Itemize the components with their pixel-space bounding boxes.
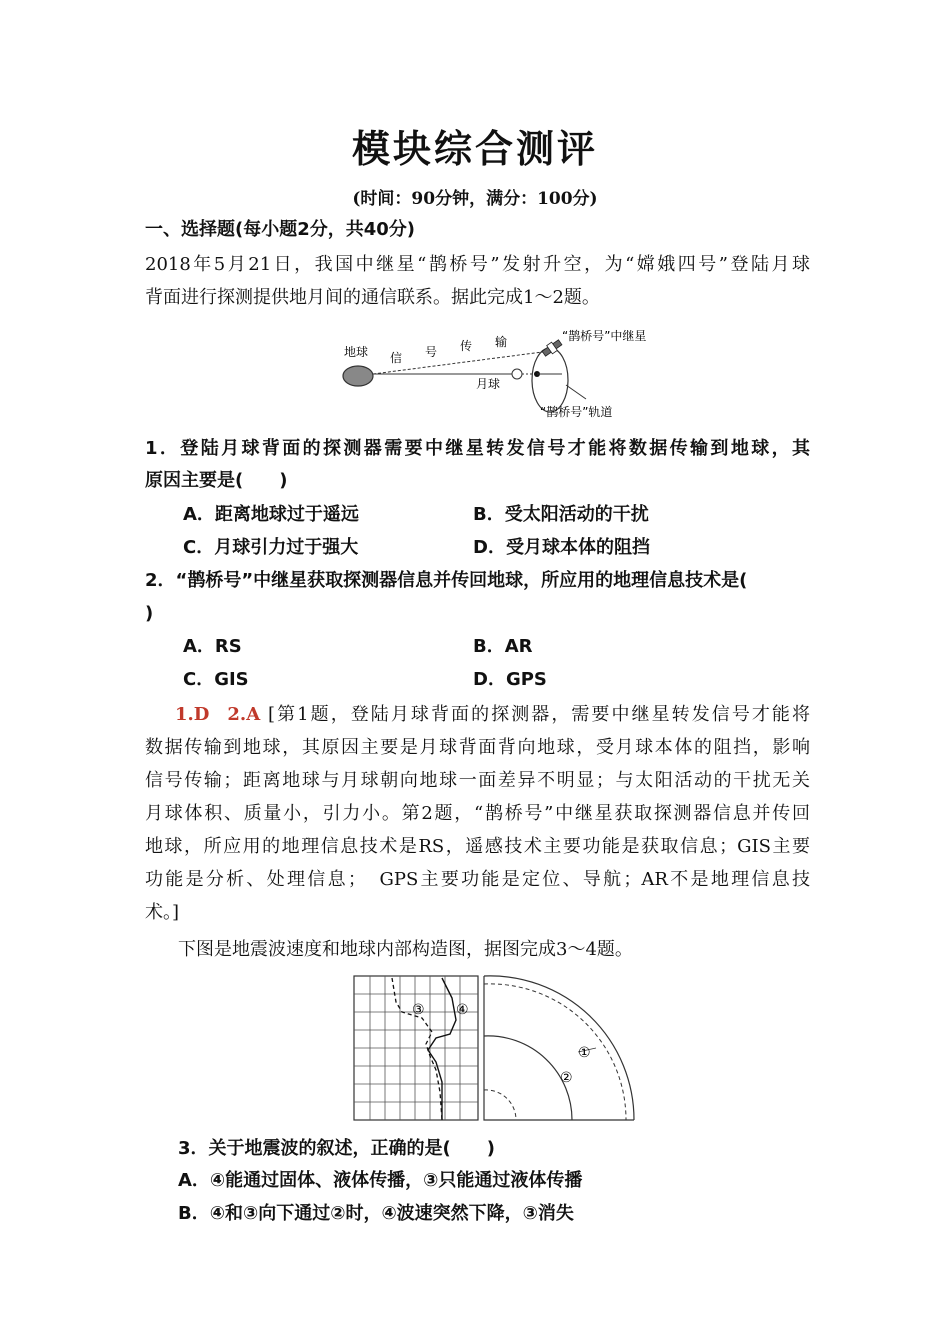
q3-option-b: B．④和③向下通过②时，④波速突然下降，③消失 (178, 1203, 574, 1224)
q2-option-d: D．GPS (473, 669, 547, 690)
wave-label-4: ④ (456, 1002, 469, 1018)
moon-label: 月球 (476, 377, 501, 391)
q1-line1: 1．登陆月球背面的探测器需要中继星转发信号才能将数据传输到地球，其 (145, 438, 810, 459)
earth-shape (343, 366, 373, 386)
q2-option-c: C．GIS (183, 669, 249, 690)
q2-option-a: A．RS (183, 636, 242, 657)
orbit-label: “鹊桥号”轨道 (540, 405, 613, 419)
satellite-icon (541, 338, 563, 358)
signal-label-2: 号 (425, 345, 438, 359)
explanation-line6: 功能是分析、处理信息； GPS主要功能是定位、导航；AR不是地理信息技 (145, 869, 810, 890)
page-title: 模块综合测评 (351, 127, 598, 171)
signal-label-1: 信 (390, 351, 403, 365)
explanation-line1: [第1题，登陆月球背面的探测器，需要中继星转发信号才能将 (268, 704, 810, 725)
relay-label: “鹊桥号”中继星 (562, 329, 647, 343)
signal-label-3: 传 (460, 339, 473, 353)
intro1-line1: 2018年5月21日，我国中继星“鹊桥号”发射升空，为“嫦娥四号”登陆月球 (145, 254, 810, 275)
q1-option-a: A．距离地球过于遥远 (183, 504, 359, 525)
intro1-line2: 背面进行探测提供地月间的通信联系。据此完成1～2题。 (145, 287, 600, 308)
wave-label-3: ③ (412, 1002, 425, 1018)
q3-stem: 3．关于地震波的叙述，正确的是( ) (178, 1138, 495, 1159)
section-heading: 一、选择题(每小题2分，共40分) (145, 219, 416, 240)
q1-option-b: B．受太阳活动的干扰 (473, 504, 649, 525)
q2-option-b: B．AR (473, 636, 533, 657)
layer-label-1: ① (578, 1045, 591, 1061)
q2-line1: 2．“鹊桥号”中继星获取探测器信息并传回地球，所应用的地理信息技术是( (145, 570, 748, 591)
intro2: 下图是地震波速度和地球内部构造图，据图完成3～4题。 (178, 939, 633, 960)
answer-key: 1.D 2.A (175, 704, 261, 725)
explanation-line2: 数据传输到地球，其原因主要是月球背面背向地球，受月球本体的阻挡，影响 (145, 737, 810, 758)
signal-label-4: 输 (495, 335, 508, 349)
wave-3-curve (392, 978, 442, 1120)
relay-satellite-figure (330, 322, 670, 422)
relay-orbit (532, 348, 568, 412)
wave-4-curve (428, 978, 456, 1120)
explanation-line7: 术。] (145, 902, 180, 923)
q2-line2: ) (145, 603, 154, 624)
earth-label: 地球 (344, 345, 369, 359)
q1-line2: 原因主要是( ) (145, 470, 288, 491)
seismic-wave-figure (352, 972, 638, 1124)
explanation-line5: 地球，所应用的地理信息技术是RS，遥感技术主要功能是获取信息；GIS主要 (145, 836, 810, 857)
explanation-line3: 信号传输；距离地球与月球朝向地球一面差异不明显；与太阳活动的干扰无关 (145, 770, 810, 791)
q3-option-a: A．④能通过固体、液体传播，③只能通过液体传播 (178, 1170, 583, 1191)
exam-info: (时间：90分钟，满分：100分) (352, 189, 598, 209)
layer-label-2: ② (560, 1070, 573, 1086)
explanation-line4: 月球体积、质量小，引力小。第2题，“鹊桥号”中继星获取探测器信息并传回 (145, 803, 810, 824)
earth-section (484, 976, 634, 1120)
q1-option-d: D．受月球本体的阻挡 (473, 537, 650, 558)
q1-option-c: C．月球引力过于强大 (183, 537, 359, 558)
